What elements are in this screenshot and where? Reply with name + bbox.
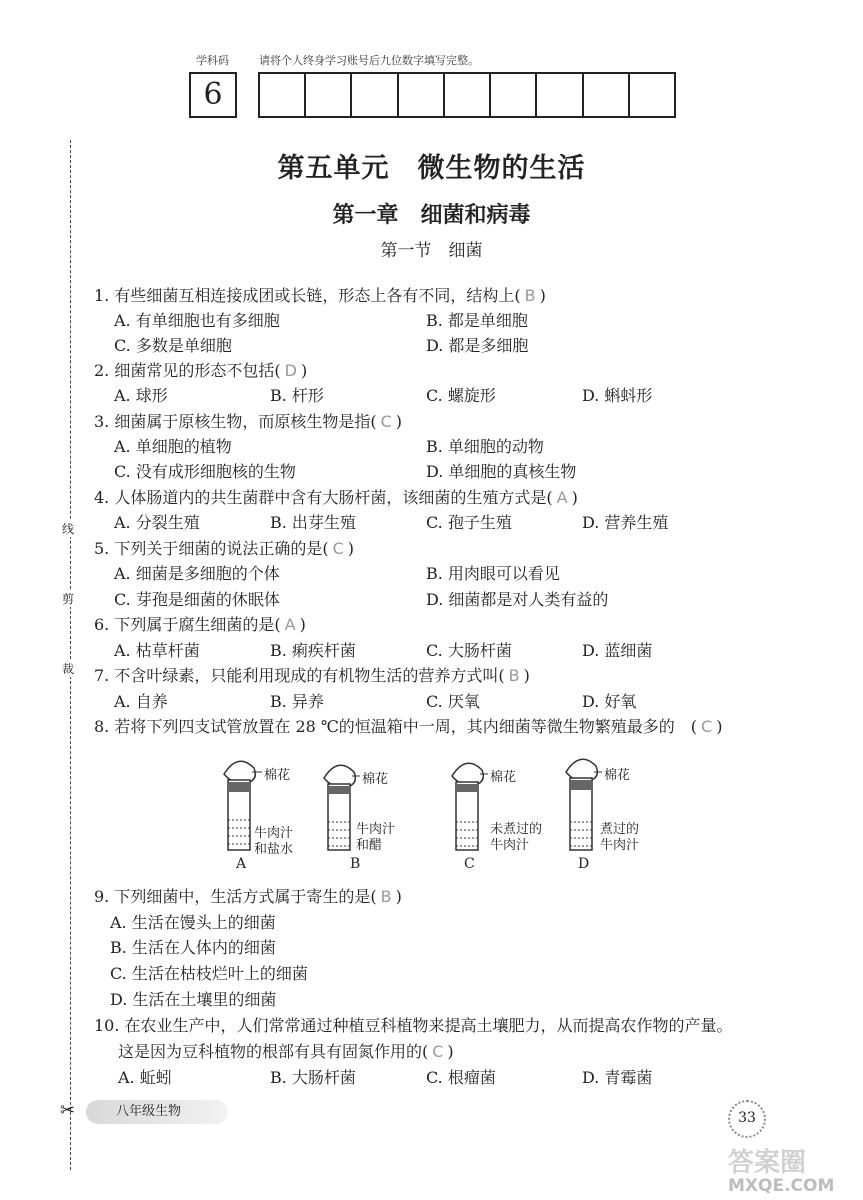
answer-5: C [332, 539, 344, 558]
watermark-url: MXQE.COM [728, 1176, 835, 1196]
side-char-cut: 剪 [62, 592, 75, 606]
digit-cell[interactable] [397, 74, 443, 116]
test-tube-d [566, 759, 602, 850]
answer-6: A [284, 615, 296, 634]
tube-a-cotton-label: 棉花 [264, 768, 291, 783]
answer-8: C [701, 717, 713, 736]
answer-2: D [284, 361, 297, 380]
option: B. 出芽生殖 [270, 513, 356, 532]
option: D. 都是多细胞 [426, 336, 529, 355]
option: D. 细菌都是对人类有益的 [426, 590, 609, 609]
option: C. 没有成形细胞核的生物 [114, 462, 296, 481]
tube-d-letter: D [578, 856, 590, 872]
option: B. 痢疾杆菌 [270, 641, 356, 660]
question-7: 7. 不含叶绿素，只能利用现成的有机物生活的营养方式叫( B ) [94, 666, 530, 685]
option: D. 营养生殖 [582, 513, 669, 532]
answer-7: B [508, 666, 520, 685]
option: A. 枯草杆菌 [114, 641, 200, 660]
option: C. 生活在枯枝烂叶上的细菌 [110, 964, 308, 983]
answer-10: C [432, 1042, 444, 1061]
tube-d-cotton-label: 棉花 [604, 768, 631, 783]
tube-c-content-line2: 牛肉汁 [490, 838, 530, 853]
cut-line [70, 140, 71, 1170]
answer-3: C [380, 412, 392, 431]
option: B. 单细胞的动物 [426, 437, 544, 456]
question-2: 2. 细菌常见的形态不包括( D ) [94, 361, 308, 380]
instruction-text: 请将个人终身学习账号后九位数字填写完整。 [259, 54, 479, 67]
test-tube-c [452, 763, 488, 850]
tube-d-content-line2: 牛肉汁 [600, 838, 640, 853]
digit-cell[interactable] [582, 74, 628, 116]
book-title-badge: 八年级生物 [86, 1100, 228, 1124]
question-9: 9. 下列细菌中，生活方式属于寄生的是( B ) [94, 887, 402, 906]
digit-cell[interactable] [443, 74, 489, 116]
option: C. 多数是单细胞 [114, 336, 232, 355]
answer-4: A [556, 488, 568, 507]
question-3: 3. 细菌属于原核生物，而原核生物是指( C ) [94, 412, 403, 431]
question-10: 10. 在农业生产中，人们常常通过种植豆科植物来提高土壤肥力，从而提高农作物的产量。 [94, 1016, 733, 1035]
tube-c-content-line1: 未煮过的 [490, 822, 543, 837]
subject-code-label: 学科码 [196, 54, 229, 67]
option: B. 异养 [270, 692, 324, 711]
tube-b-content-line2: 和醋 [356, 838, 383, 853]
section-title: 第一节 细菌 [380, 241, 483, 261]
option: C. 大肠杆菌 [426, 641, 512, 660]
option: A. 细菌是多细胞的个体 [114, 564, 280, 583]
digit-cell[interactable] [535, 74, 581, 116]
option: B. 用肉眼可以看见 [426, 564, 560, 583]
subject-code-box: 6 [189, 72, 237, 118]
question-4: 4. 人体肠道内的共生菌群中含有大肠杆菌，该细菌的生殖方式是( A ) [94, 488, 578, 507]
question-8: 8. 若将下列四支试管放置在 28 ℃的恒温箱中一周，其内细菌等微生物繁殖最多的 ( C ) [94, 717, 723, 736]
option: D. 蓝细菌 [582, 641, 653, 660]
side-char-trim: 裁 [62, 662, 75, 676]
digit-cell[interactable] [628, 74, 674, 116]
option: A. 生活在馒头上的细菌 [110, 913, 276, 932]
scissors-icon: ✂ [60, 1100, 76, 1121]
option: D. 单细胞的真核生物 [426, 462, 577, 481]
option: C. 根瘤菌 [426, 1068, 496, 1087]
tube-a-content-line2: 和盐水 [254, 842, 294, 857]
tube-c-cotton-label: 棉花 [490, 770, 517, 785]
digit-cell[interactable] [350, 74, 396, 116]
option: C. 厌氧 [426, 692, 480, 711]
option: B. 都是单细胞 [426, 311, 528, 330]
option: D. 好氧 [582, 692, 637, 711]
question-5: 5. 下列关于细菌的说法正确的是( C ) [94, 539, 355, 558]
digit-cell[interactable] [260, 74, 304, 116]
tube-b-content-line1: 牛肉汁 [356, 822, 396, 837]
tube-b-letter: B [350, 856, 361, 872]
test-tube-b [324, 765, 360, 850]
tube-b-cotton-label: 棉花 [362, 772, 389, 787]
option: A. 自养 [114, 692, 168, 711]
option: C. 孢子生殖 [426, 513, 512, 532]
side-char-line: 线 [62, 522, 75, 536]
tube-c-letter: C [464, 856, 475, 872]
option: A. 蚯蚓 [118, 1068, 172, 1087]
question-6: 6. 下列属于腐生细菌的是( A ) [94, 615, 306, 634]
option: D. 蝌蚪形 [582, 386, 653, 405]
answer-1: B [524, 286, 536, 305]
option: B. 杆形 [270, 386, 324, 405]
option: B. 大肠杆菌 [270, 1068, 356, 1087]
page-number: 33 [728, 1100, 766, 1138]
question-10-line2: 这是因为豆科植物的根部有具有固氮作用的( C ) [118, 1042, 454, 1061]
option: A. 球形 [114, 386, 168, 405]
digit-cell[interactable] [489, 74, 535, 116]
option: A. 单细胞的植物 [114, 437, 232, 456]
option: D. 生活在土壤里的细菌 [110, 990, 277, 1009]
option: C. 芽孢是细菌的休眠体 [114, 590, 280, 609]
option: C. 螺旋形 [426, 386, 496, 405]
chapter-title: 第一章 细菌和病毒 [332, 203, 531, 228]
tube-a-letter: A [236, 856, 247, 872]
question-1: 1. 有些细菌互相连接成团或长链，形态上各有不同，结构上( B ) [94, 286, 546, 305]
option: A. 有单细胞也有多细胞 [114, 311, 280, 330]
digit-cell[interactable] [304, 74, 350, 116]
tube-d-content-line1: 煮过的 [600, 822, 640, 837]
tube-a-content-line1: 牛肉汁 [254, 826, 294, 841]
option: A. 分裂生殖 [114, 513, 200, 532]
answer-9: B [380, 887, 392, 906]
unit-title: 第五单元 微生物的生活 [277, 153, 586, 184]
option: D. 青霉菌 [582, 1068, 653, 1087]
option: B. 生活在人体内的细菌 [110, 938, 276, 957]
watermark-logo: 答案圈 [728, 1148, 807, 1178]
account-digit-boxes[interactable] [258, 72, 676, 118]
